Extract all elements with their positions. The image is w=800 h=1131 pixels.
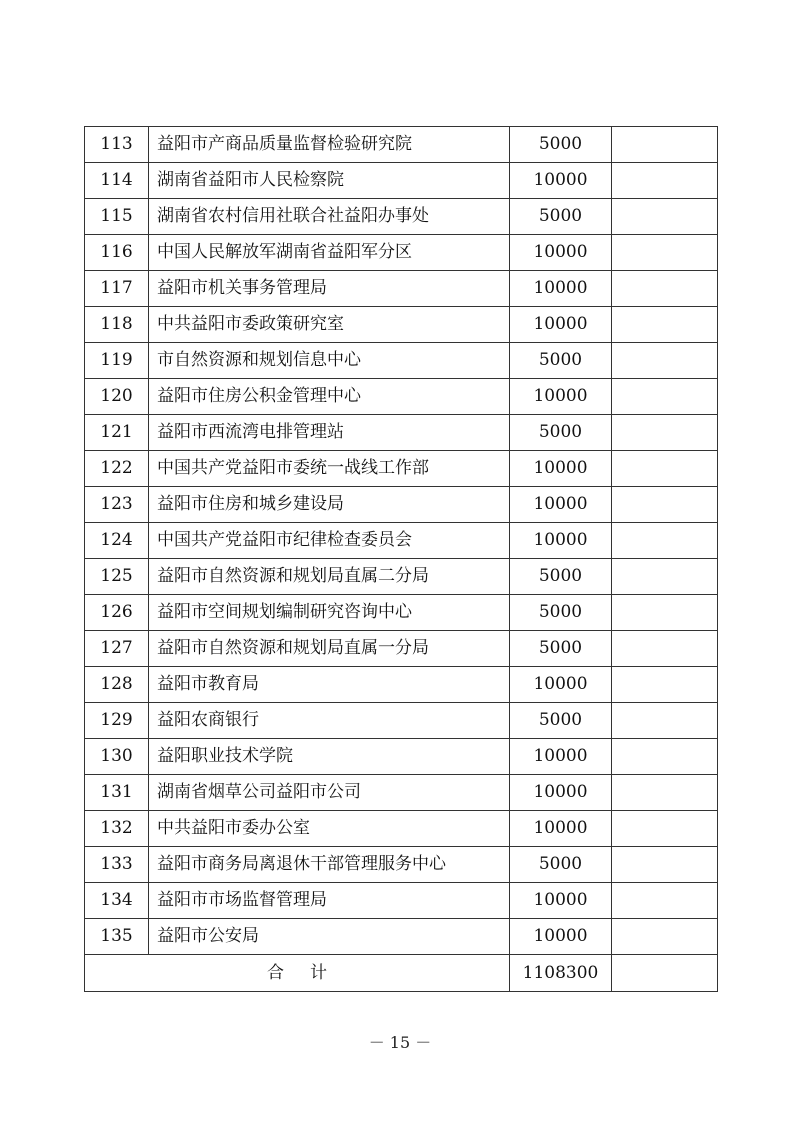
amount: 5000 [510, 703, 612, 739]
amount: 5000 [510, 559, 612, 595]
unit-name: 湖南省烟草公司益阳市公司 [149, 775, 510, 811]
table-row [85, 703, 718, 739]
row-number: 114 [85, 163, 149, 199]
amount: 10000 [510, 235, 612, 271]
remark [612, 415, 718, 451]
remark [612, 775, 718, 811]
row-number: 118 [85, 307, 149, 343]
table-row [85, 523, 718, 559]
remark [612, 631, 718, 667]
table-row [85, 739, 718, 775]
table-row [85, 271, 718, 307]
amount: 10000 [510, 739, 612, 775]
amount: 10000 [510, 487, 612, 523]
total-label-part1: 合 [267, 962, 284, 983]
remark [612, 559, 718, 595]
remark [612, 343, 718, 379]
amount: 10000 [510, 451, 612, 487]
remark [612, 847, 718, 883]
row-number: 126 [85, 595, 149, 631]
table-row [85, 667, 718, 703]
amount: 5000 [510, 127, 612, 163]
total-row [85, 955, 718, 992]
table-row [85, 919, 718, 955]
table-row [85, 595, 718, 631]
total-label [85, 955, 510, 992]
remark [612, 451, 718, 487]
remark [612, 163, 718, 199]
unit-name: 中共益阳市委办公室 [149, 811, 510, 847]
table-row [85, 559, 718, 595]
amount: 10000 [510, 883, 612, 919]
table-row [85, 415, 718, 451]
row-number: 135 [85, 919, 149, 955]
table-row [85, 199, 718, 235]
unit-name: 益阳市教育局 [149, 667, 510, 703]
table-row [85, 127, 718, 163]
unit-name: 益阳市自然资源和规划局直属一分局 [149, 631, 510, 667]
remark [612, 667, 718, 703]
unit-name: 益阳市西流湾电排管理站 [149, 415, 510, 451]
unit-name: 益阳市空间规划编制研究咨询中心 [149, 595, 510, 631]
table-row [85, 487, 718, 523]
row-number: 132 [85, 811, 149, 847]
total-note [612, 955, 718, 992]
row-number: 127 [85, 631, 149, 667]
unit-name: 益阳市机关事务管理局 [149, 271, 510, 307]
row-number: 133 [85, 847, 149, 883]
amount: 5000 [510, 595, 612, 631]
unit-name: 中国共产党益阳市纪律检查委员会 [149, 523, 510, 559]
unit-name: 湖南省农村信用社联合社益阳办事处 [149, 199, 510, 235]
table-row [85, 811, 718, 847]
row-number: 125 [85, 559, 149, 595]
unit-name: 益阳市商务局离退休干部管理服务中心 [149, 847, 510, 883]
remark [612, 379, 718, 415]
remark [612, 127, 718, 163]
remark [612, 811, 718, 847]
row-number: 119 [85, 343, 149, 379]
row-number: 128 [85, 667, 149, 703]
amount: 10000 [510, 307, 612, 343]
unit-name: 益阳职业技术学院 [149, 739, 510, 775]
amount: 10000 [510, 379, 612, 415]
row-number: 122 [85, 451, 149, 487]
remark [612, 595, 718, 631]
amount: 5000 [510, 415, 612, 451]
unit-name: 中共益阳市委政策研究室 [149, 307, 510, 343]
unit-name: 市自然资源和规划信息中心 [149, 343, 510, 379]
amount: 10000 [510, 775, 612, 811]
row-number: 129 [85, 703, 149, 739]
amount: 5000 [510, 847, 612, 883]
amount: 10000 [510, 271, 612, 307]
unit-name: 益阳市公安局 [149, 919, 510, 955]
table-row [85, 631, 718, 667]
table-row [85, 235, 718, 271]
unit-name: 益阳市住房公积金管理中心 [149, 379, 510, 415]
remark [612, 703, 718, 739]
table-row [85, 451, 718, 487]
table-row [85, 775, 718, 811]
row-number: 131 [85, 775, 149, 811]
remark [612, 271, 718, 307]
unit-name: 益阳市自然资源和规划局直属二分局 [149, 559, 510, 595]
unit-name: 湖南省益阳市人民检察院 [149, 163, 510, 199]
row-number: 115 [85, 199, 149, 235]
total-amount: 1108300 [510, 955, 612, 992]
row-number: 130 [85, 739, 149, 775]
table-row [85, 343, 718, 379]
remark [612, 919, 718, 955]
amount: 5000 [510, 343, 612, 379]
row-number: 134 [85, 883, 149, 919]
table-row [85, 307, 718, 343]
table-row [85, 847, 718, 883]
amount: 10000 [510, 919, 612, 955]
unit-name: 益阳农商银行 [149, 703, 510, 739]
amount: 10000 [510, 163, 612, 199]
amount: 10000 [510, 523, 612, 559]
page-number: － 15 － [368, 1033, 432, 1052]
remark [612, 523, 718, 559]
remark [612, 487, 718, 523]
unit-name: 中国共产党益阳市委统一战线工作部 [149, 451, 510, 487]
remark [612, 235, 718, 271]
remark [612, 307, 718, 343]
table-row [85, 379, 718, 415]
amount: 10000 [510, 811, 612, 847]
donation-table [84, 126, 718, 992]
row-number: 121 [85, 415, 149, 451]
total-label-part2: 计 [310, 962, 327, 983]
remark [612, 739, 718, 775]
row-number: 116 [85, 235, 149, 271]
table-row [85, 883, 718, 919]
row-number: 120 [85, 379, 149, 415]
unit-name: 益阳市住房和城乡建设局 [149, 487, 510, 523]
amount: 5000 [510, 631, 612, 667]
row-number: 117 [85, 271, 149, 307]
unit-name: 益阳市市场监督管理局 [149, 883, 510, 919]
amount: 10000 [510, 667, 612, 703]
remark [612, 199, 718, 235]
amount: 5000 [510, 199, 612, 235]
table-body [85, 127, 718, 955]
table-row [85, 163, 718, 199]
row-number: 123 [85, 487, 149, 523]
unit-name: 益阳市产商品质量监督检验研究院 [149, 127, 510, 163]
row-number: 124 [85, 523, 149, 559]
remark [612, 883, 718, 919]
unit-name: 中国人民解放军湖南省益阳军分区 [149, 235, 510, 271]
row-number: 113 [85, 127, 149, 163]
